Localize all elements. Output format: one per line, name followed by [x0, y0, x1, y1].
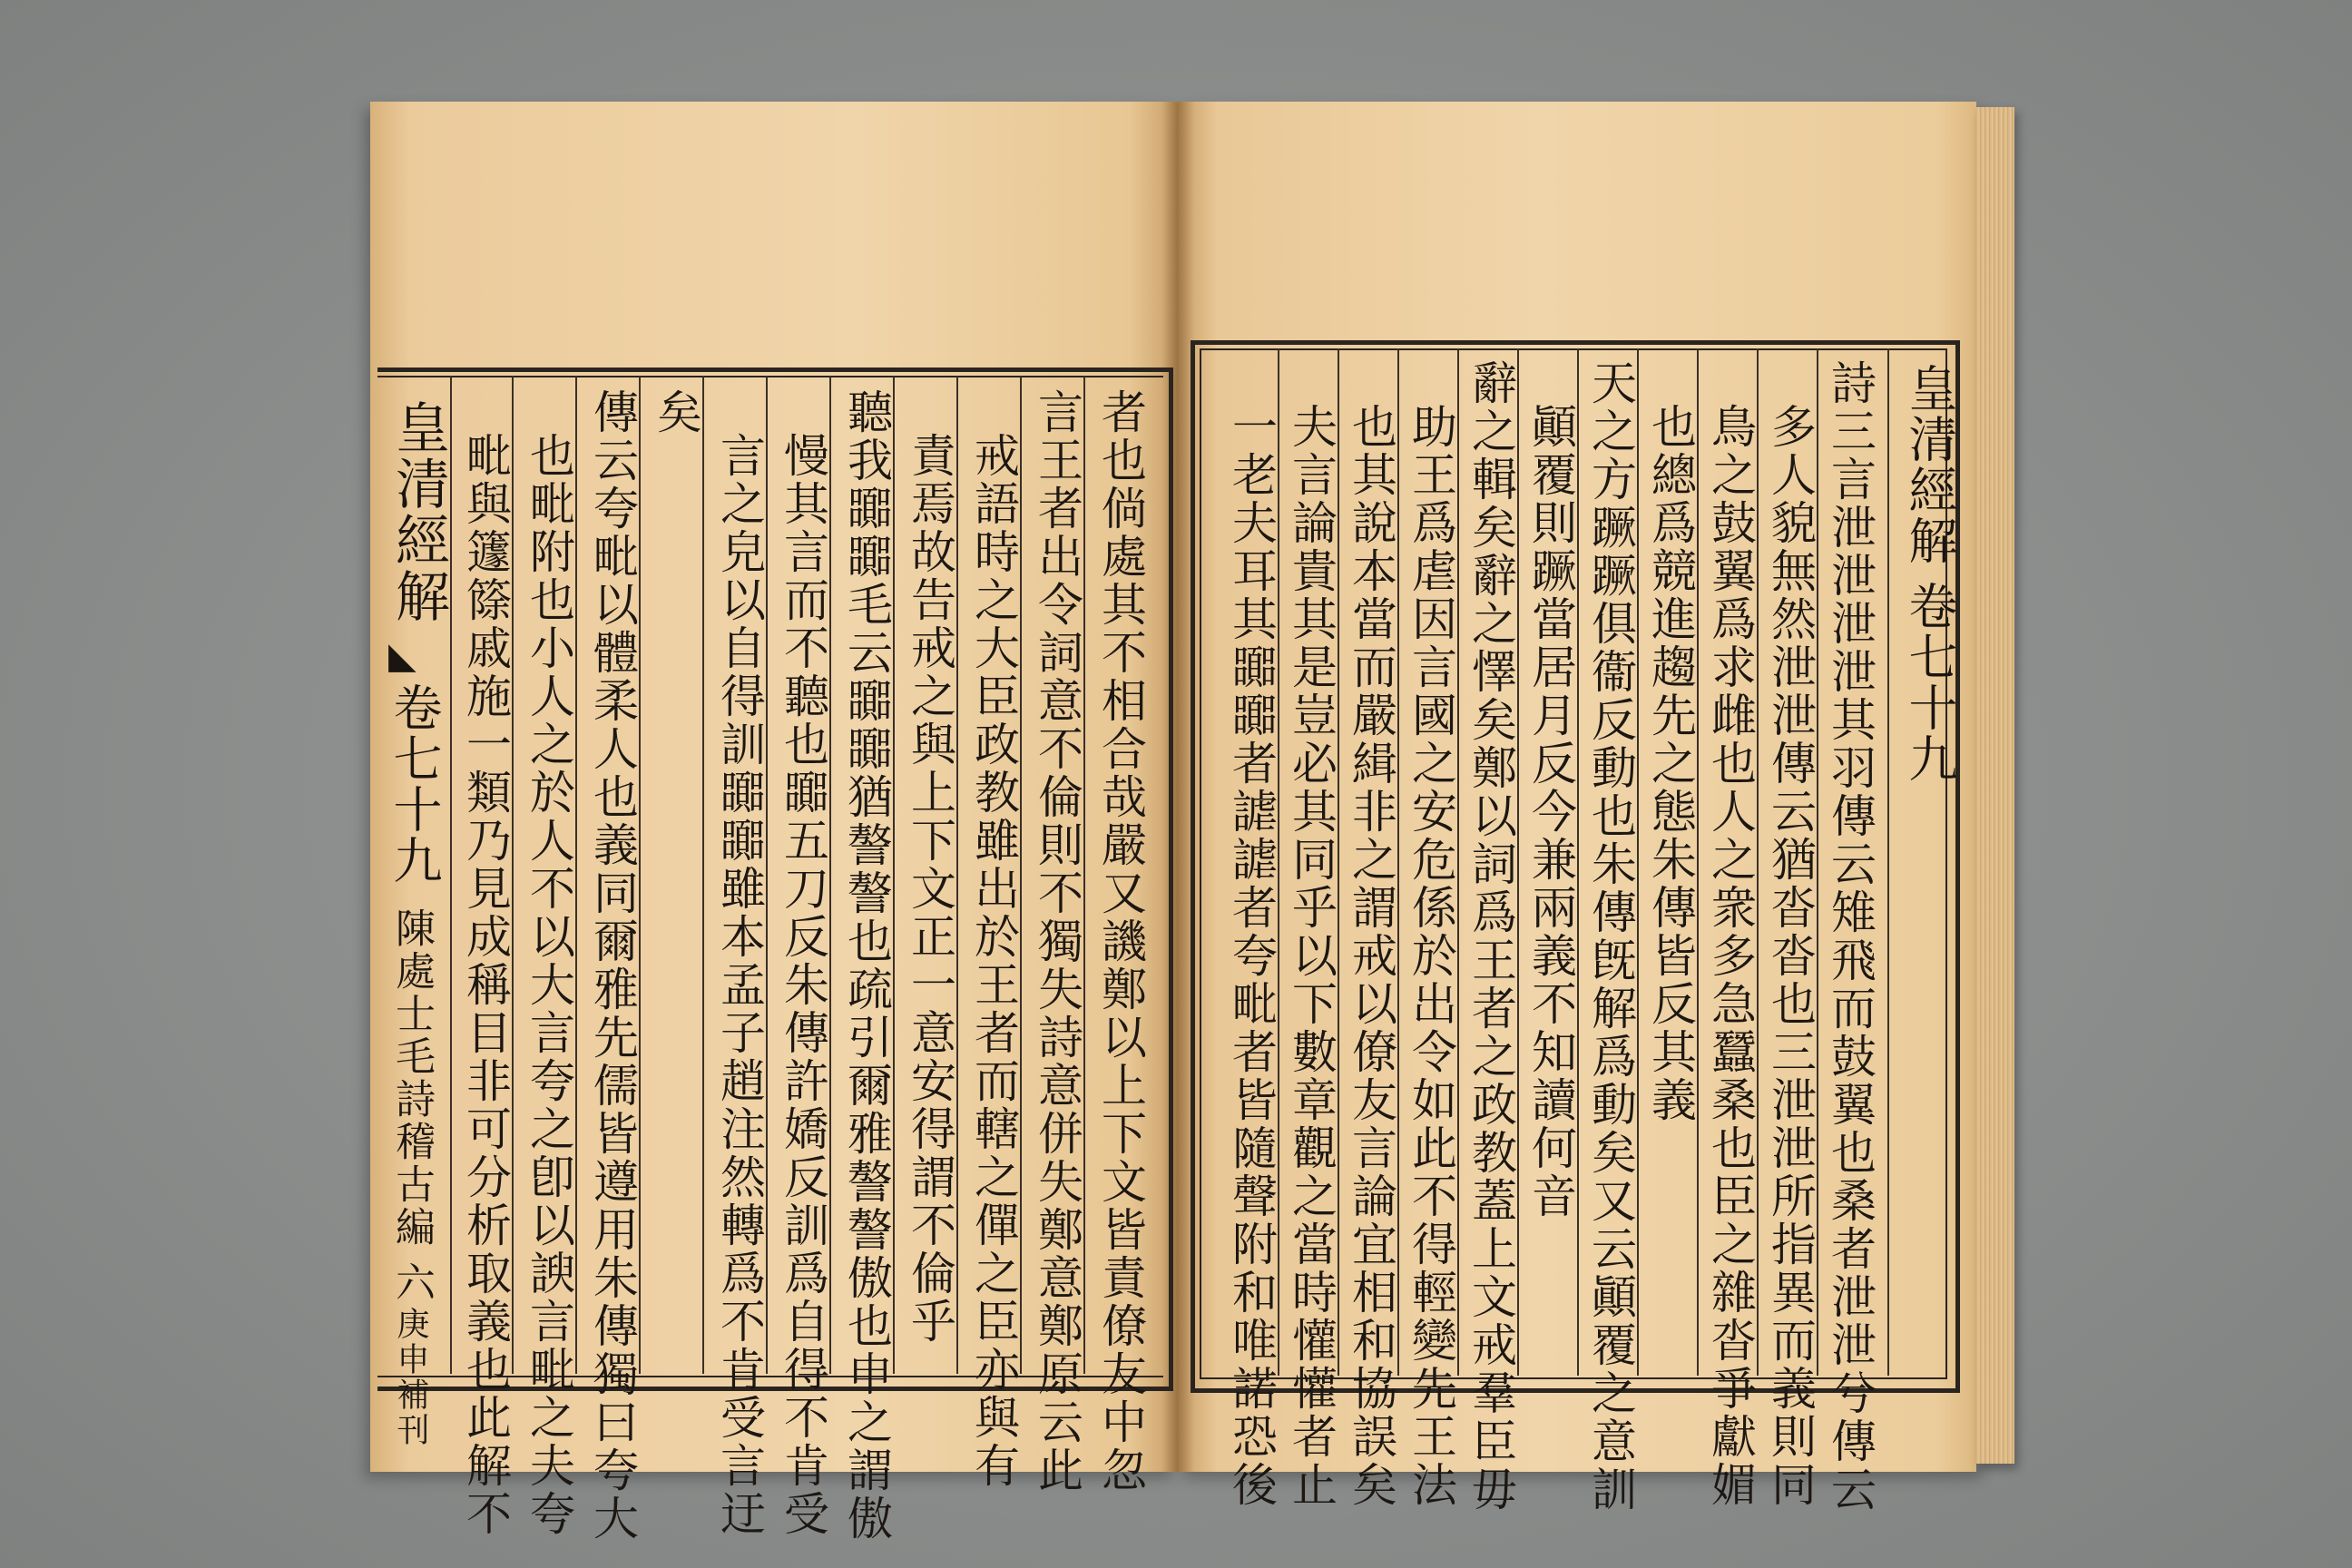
left-col-6: 慢其言而不聽也嚻五刀反朱傳許嬌反訓爲自得不肯受 — [777, 432, 829, 1538]
right-col-6: 顚覆則蹶當居月反今兼兩義不知讀何音 — [1524, 403, 1577, 1220]
column-rule — [639, 376, 641, 1374]
right-col-9: 也其說本當而嚴緝非之謂戒以僚友言論宜相和協誤矣 — [1345, 403, 1397, 1509]
right-col-4: 也總爲競進趨先之態朱傳皆反其義 — [1644, 403, 1697, 1124]
left-col-1: 者也倘處其不相合哉嚴又譏鄭以上下文皆責僚友中忽 — [1094, 388, 1147, 1494]
column-rule — [1817, 348, 1818, 1376]
fishtail-icon: ◣ — [388, 635, 416, 677]
column-rule — [1338, 348, 1339, 1376]
left-margin-section: 陳處士毛詩稽古編 — [388, 907, 435, 1249]
right-col-3: 鳥之鼓翼爲求雌也人之衆多急蠶桑也臣之雜沓爭獻媚 — [1704, 403, 1757, 1509]
left-margin-chapter: 卷七十九 — [386, 682, 443, 886]
column-rule — [829, 376, 831, 1374]
left-col-2: 言王者出令詞意不倫則不獨失詩意併失鄭意鄭原云此 — [1031, 388, 1083, 1494]
left-margin-page-number: 六 — [388, 1261, 435, 1304]
page-edges — [1976, 107, 2014, 1464]
column-rule — [702, 376, 704, 1374]
column-rule — [1517, 348, 1519, 1376]
right-col-5: 天之方蹶蹶俱衞反動也朱傳旣解爲動矣又云顚覆之意訓 — [1584, 359, 1637, 1514]
right-col-8: 助王爲虐因言國之安危係於出令如此不得輕變先王法 — [1405, 403, 1457, 1509]
left-margin-book-title: 皇清經解 — [387, 399, 450, 624]
left-col-4: 責焉故告戒之與上下文正一意安得謂不倫乎 — [904, 432, 956, 1346]
column-rule — [956, 376, 958, 1374]
column-rule — [766, 376, 768, 1374]
column-rule — [1083, 376, 1085, 1374]
left-col-5: 聽我嚻嚻毛云嚻嚻猶謷謷也疏引爾雅謷謷傲也申之謂傲 — [840, 388, 893, 1543]
column-rule — [1457, 348, 1459, 1376]
column-rule — [1637, 348, 1639, 1376]
right-col-7: 辭之輯矣辭之懌矣鄭以詞爲王者之政教蓋上文戒羣臣毋 — [1465, 359, 1517, 1514]
column-rule — [893, 376, 895, 1374]
column-rule — [1278, 348, 1279, 1376]
column-rule — [512, 376, 514, 1374]
left-col-9: 傳云夸毗以體柔人也義同爾雅先儒皆遵用朱傳獨曰夸大 — [586, 388, 639, 1543]
left-margin-rule — [450, 376, 452, 1374]
left-margin-edition-note: 庚申補刊 — [392, 1307, 429, 1448]
column-rule — [575, 376, 577, 1374]
left-col-3: 戒語時之大臣政教雖出於王者而轄之僤之臣亦與有 — [967, 432, 1020, 1490]
column-rule — [1397, 348, 1399, 1376]
left-col-11: 毗與籧篨戚施一類乃見成稱目非可分析取義也此解不 — [459, 432, 512, 1538]
left-col-8: 矣 — [650, 388, 702, 436]
column-rule — [1577, 348, 1579, 1376]
right-col-11: 一老夫耳其嚻嚻者謔謔者夸毗者皆隨聲附和唯諾恐後 — [1225, 403, 1278, 1509]
left-col-10: 也毗附也小人之於人不以大言夸之卽以諛言毗之夫夸 — [523, 432, 575, 1538]
right-col-2: 多人貌無然泄泄傳云猶沓沓也三泄泄所指異而義則同 — [1764, 403, 1817, 1509]
right-margin-book-title: 皇清經解 — [1901, 363, 1958, 566]
right-col-10: 夫言論貴其是豈必其同乎以下數章觀之當時懽懽者止 — [1285, 403, 1338, 1509]
right-margin-rule — [1887, 348, 1889, 1376]
left-col-7: 言之皃以自得訓嚻嚻雖本孟子趙注然轉爲不肯受言迂 — [713, 432, 766, 1538]
column-rule — [1020, 376, 1022, 1374]
column-rule — [1757, 348, 1759, 1376]
right-col-1: 詩三言泄泄泄泄其羽傳云雉飛而鼓翼也桑者泄泄兮傳云 — [1824, 359, 1877, 1514]
column-rule — [1697, 348, 1699, 1376]
right-margin-chapter: 卷七十九 — [1901, 581, 1958, 784]
